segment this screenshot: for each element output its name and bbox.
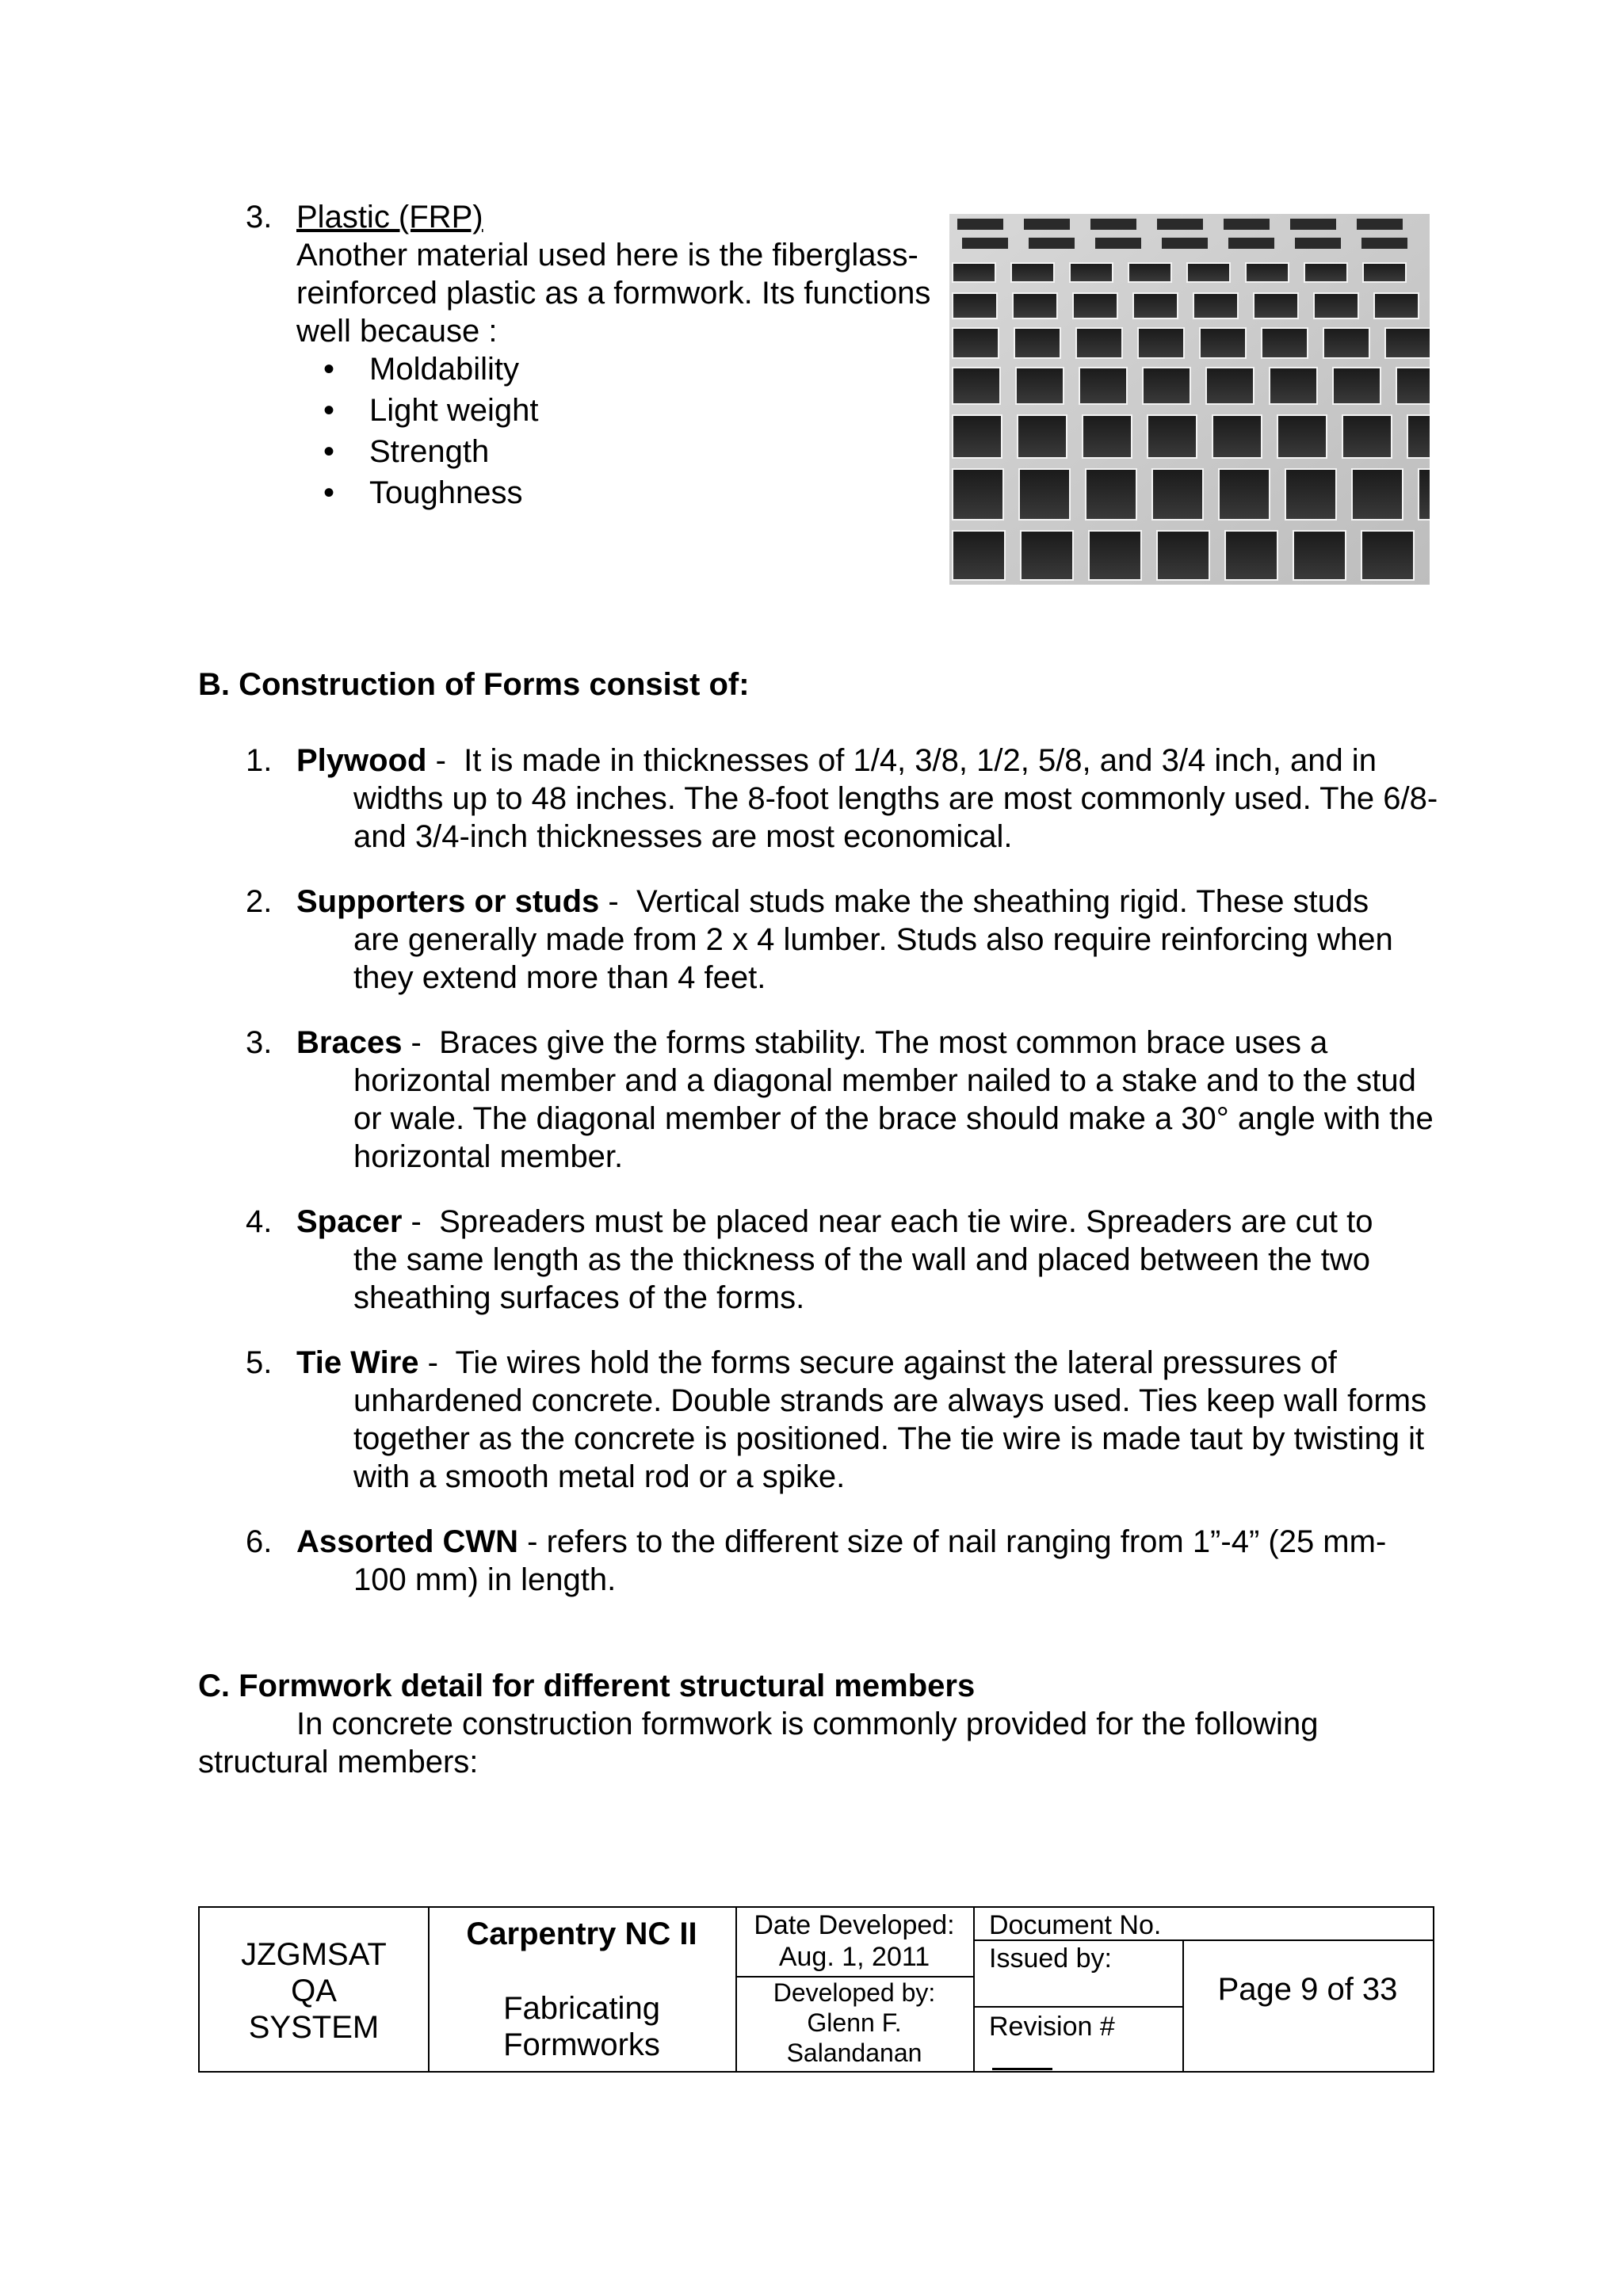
list-item: • Light weight <box>323 393 539 428</box>
list-item: 1. Plywood - It is made in thicknesses of 1/4, 3/8, 1/2, 5/8, and 3/4 inch, and in widths up to 48 inches. The 8-foot lengths are most commonly used. The 6/8- and 3/4-inch thicknesses are most economical. <box>246 743 1438 854</box>
developed-by: Developed by: Glenn F. Salandanan <box>773 1978 936 2067</box>
section-b-heading: B. Construction of Forms consist of: <box>198 667 750 702</box>
revision-label: Revision # <box>989 2012 1115 2042</box>
module-title: Fabricating Formworks <box>503 1991 660 2062</box>
list-item: 6. Assorted CWN - refers to the different size of nail ranging from 1”-4” (25 mm- 100 mm) in length. <box>246 1524 1387 1597</box>
frp-description: Another material used here is the fiberglass-reinforced plastic as a formwork. Its functions well because : <box>296 238 931 349</box>
frp-title: Plastic (FRP) <box>296 200 483 235</box>
frp-item-number: 3. <box>246 200 273 235</box>
list-item: 4. Spacer - Spreaders must be placed near each tie wire. Spreaders are cut to the same length as the thickness of the wall and placed between the two sheathing surfaces of the forms. <box>246 1204 1373 1315</box>
frp-grating-photo <box>949 214 1430 585</box>
list-item: • Toughness <box>323 475 523 510</box>
course-title: Carpentry NC II <box>466 1917 697 1951</box>
list-item: 2. Supporters or studs - Vertical studs make the sheathing rigid. These studs are generally made from 2 x 4 lumber. Studs also require reinforcing when they extend more than 4 feet. <box>246 884 1393 995</box>
section-c-heading: C. Formwork detail for different structural members <box>198 1669 976 1703</box>
date-developed: Date Developed: Aug. 1, 2011 <box>754 1910 955 1972</box>
frp-properties-list <box>296 350 538 515</box>
list-item: • Moldability <box>323 352 519 387</box>
section-c-text: In concrete construction formwork is commonly provided for the following structural members: <box>198 1707 1319 1779</box>
document-number-label: Document No. <box>989 1910 1162 1940</box>
issued-by-label: Issued by: <box>989 1943 1112 1974</box>
list-item: 3. Braces - Braces give the forms stability. The most common brace uses a horizontal member and a diagonal member nailed to a stake and to the stud or wale. The diagonal member of the brace should make a 30° angle with the horizontal member. <box>246 1025 1434 1174</box>
page-number: Page 9 of 33 <box>1217 1972 1398 2007</box>
list-item: 5. Tie Wire - Tie wires hold the forms secure against the lateral pressures of unhardened concrete. Double strands are always used. Ties keep wall forms together as the concrete is positioned. The tie wire is made taut by twisting it with a smooth metal rod or a spike. <box>246 1345 1427 1494</box>
document-footer-table <box>198 1906 1434 2073</box>
org-name: JZGMSAT QA SYSTEM <box>241 1937 387 2045</box>
list-item: • Strength <box>323 434 490 469</box>
